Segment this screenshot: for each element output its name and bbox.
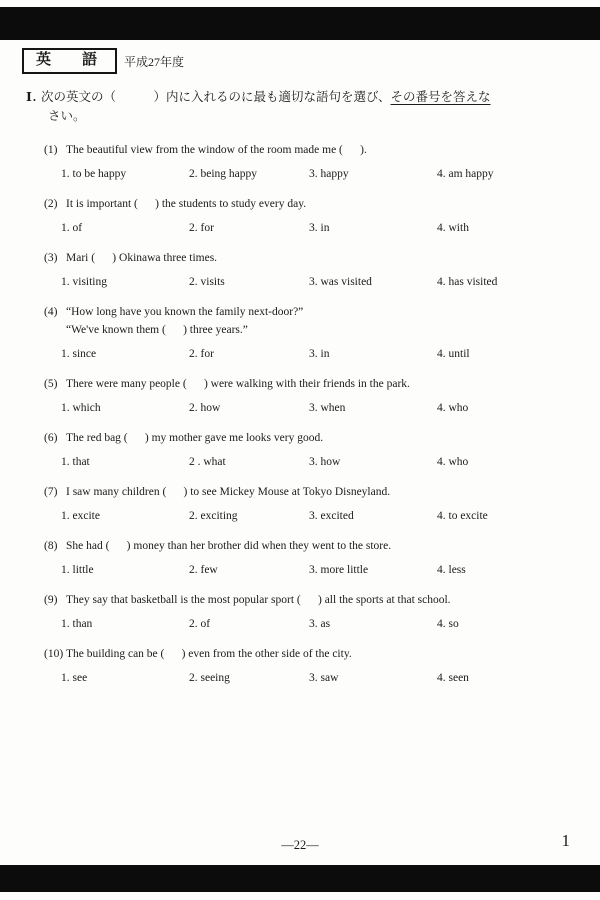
option: 4. am happy [437, 168, 494, 180]
option: 1. that [61, 456, 90, 468]
question-number: (1) [44, 144, 58, 156]
question-sentence-line [44, 197, 582, 212]
subject-title: 英 語 [22, 48, 117, 74]
question-block [44, 143, 582, 182]
option: 3. in [309, 222, 330, 234]
question-text: I saw many children ( ) to see Mickey Mouse at Tokyo Disneyland. [66, 486, 391, 498]
option: 2. being happy [189, 168, 258, 180]
question-sentence-line [44, 485, 582, 500]
option: 2. seeing [189, 672, 230, 684]
options-row [44, 167, 582, 182]
question-sentence-line [44, 143, 582, 158]
option: 4. seen [437, 672, 469, 684]
options-row [44, 509, 582, 524]
question-number: (5) [44, 378, 58, 390]
question-number: (2) [44, 198, 58, 210]
option: 4. to excite [437, 510, 488, 522]
option: 3. saw [309, 672, 339, 684]
option: 3. in [309, 348, 330, 360]
section-number: Ⅰ. [26, 90, 37, 104]
question-block [44, 593, 582, 632]
option: 1. visiting [61, 276, 108, 288]
option: 1. little [61, 564, 94, 576]
option: 2. for [189, 348, 214, 360]
question-block [44, 431, 582, 470]
options-row [44, 617, 582, 632]
bottom-scan-bar [0, 865, 600, 892]
option: 4. who [437, 402, 469, 414]
instruction-underlined-text: その番号を答えな [390, 90, 491, 104]
option: 4. less [437, 564, 466, 576]
question-sentence-line-2 [44, 323, 582, 338]
question-block [44, 539, 582, 578]
question-sentence-line [44, 593, 582, 608]
question-sentence-line [44, 251, 582, 266]
question-block [44, 251, 582, 290]
option: 3. happy [309, 168, 349, 180]
question-block [44, 305, 582, 362]
year-label: 平成27年度 [124, 54, 185, 69]
option: 2. few [189, 564, 218, 576]
options-row [44, 401, 582, 416]
questions [44, 143, 582, 701]
instruction-line1 [26, 88, 572, 107]
question-text: It is important ( ) the students to study every day. [66, 198, 307, 210]
instruction-text: 次の英文の（ ）内に入れるのに最も適切な語句を選び、 [40, 90, 391, 104]
exam-header [22, 48, 184, 74]
options-row [44, 671, 582, 686]
option: 2. how [189, 402, 221, 414]
option: 4. has visited [437, 276, 498, 288]
options-row [44, 221, 582, 236]
option: 4. so [437, 618, 459, 630]
options-row [44, 275, 582, 290]
section-instruction [26, 88, 572, 126]
question-text: The building can be ( ) even from the other side of the city. [66, 648, 352, 660]
options-row [44, 455, 582, 470]
options-row [44, 563, 582, 578]
option: 2. exciting [189, 510, 238, 522]
question-block [44, 197, 582, 236]
question-number: (3) [44, 252, 58, 264]
option: 1. of [61, 222, 83, 234]
question-number: (9) [44, 594, 58, 606]
question-number: (8) [44, 540, 58, 552]
question-text: Mari ( ) Okinawa three times. [66, 252, 218, 264]
option: 1. which [61, 402, 101, 414]
option: 3. as [309, 618, 331, 630]
option: 1. see [61, 672, 88, 684]
option: 3. when [309, 402, 346, 414]
question-text: They say that basketball is the most popular sport ( ) all the sports at that school. [66, 594, 451, 606]
top-scan-bar [0, 7, 600, 40]
option: 1. excite [61, 510, 100, 522]
footer-page-number: —22— [281, 838, 319, 852]
option: 1. to be happy [61, 168, 127, 180]
question-text-2: “We've known them ( ) three years.” [66, 324, 248, 336]
question-block [44, 647, 582, 686]
option: 2. visits [189, 276, 225, 288]
option: 3. was visited [309, 276, 372, 288]
question-block [44, 377, 582, 416]
option: 1. since [61, 348, 97, 360]
option: 4. who [437, 456, 469, 468]
question-sentence-line [44, 647, 582, 662]
question-text: She had ( ) money than her brother did when they went to the store. [66, 540, 392, 552]
question-text: There were many people ( ) were walking with their friends in the park. [66, 378, 410, 390]
question-sentence-line [44, 305, 582, 320]
option: 2. of [189, 618, 211, 630]
option: 4. until [437, 348, 470, 360]
corner-number: 1 [561, 831, 570, 850]
question-number: (7) [44, 486, 58, 498]
option: 3. excited [309, 510, 354, 522]
option: 4. with [437, 222, 469, 234]
question-sentence-line [44, 377, 582, 392]
option: 3. how [309, 456, 341, 468]
options-row [44, 347, 582, 362]
question-sentence-line [44, 431, 582, 446]
question-number: (4) [44, 306, 58, 318]
question-number: (10) [44, 648, 64, 660]
option: 3. more little [309, 564, 369, 576]
question-text: The beautiful view from the window of the room made me ( ). [66, 144, 367, 156]
question-text: “How long have you known the family next-door?” [66, 306, 304, 318]
question-number: (6) [44, 432, 58, 444]
option: 2. for [189, 222, 214, 234]
question-text: The red bag ( ) my mother gave me looks very good. [66, 432, 324, 444]
instruction-line2: さい。 [48, 109, 86, 123]
option: 1. than [61, 618, 93, 630]
option: 2 . what [189, 456, 226, 468]
question-sentence-line [44, 539, 582, 554]
question-block [44, 485, 582, 524]
